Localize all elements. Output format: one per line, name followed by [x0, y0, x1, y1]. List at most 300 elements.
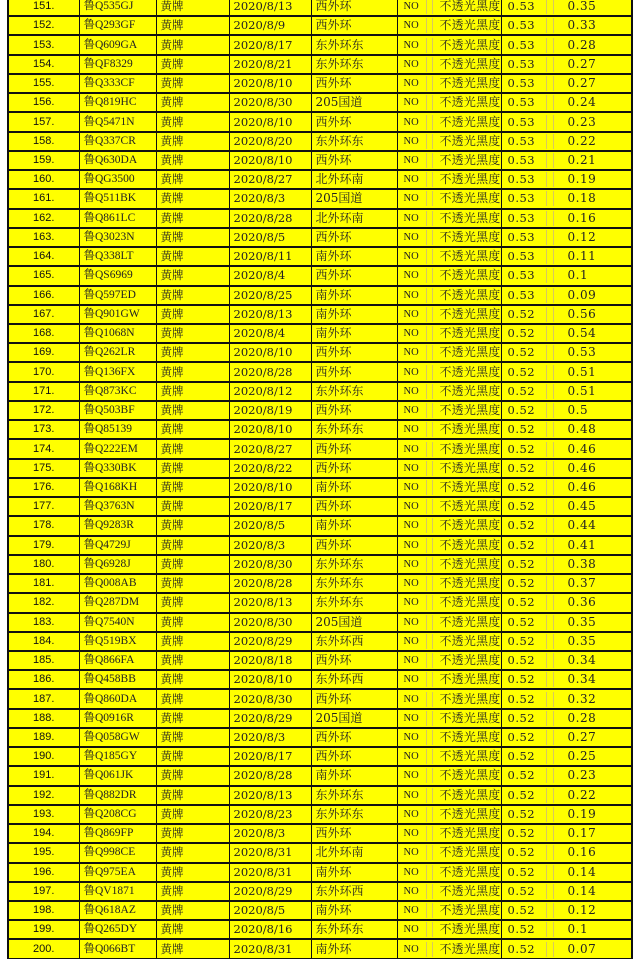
plate-type: 黄牌	[156, 266, 229, 285]
plate-number: 鲁Q630DA	[79, 151, 156, 170]
plate-type: 黄牌	[156, 920, 229, 939]
row-number: 169.	[9, 343, 79, 362]
test-location: 南外环	[311, 766, 397, 785]
test-date: 2020/8/22	[229, 459, 311, 478]
cell-separator	[426, 884, 434, 899]
table-row	[9, 728, 631, 747]
cell-separator	[546, 557, 554, 572]
plate-number: 鲁Q6928J	[79, 555, 156, 574]
cell-separator	[426, 172, 434, 187]
test-item: 不透光黑度	[439, 864, 501, 879]
test-date: 2020/8/31	[229, 863, 311, 882]
test-item: 不透光黑度	[439, 37, 501, 52]
cell-separator	[426, 230, 434, 245]
row-number: 151.	[9, 0, 79, 16]
cell-separator	[426, 903, 434, 918]
cell-separator	[546, 249, 554, 264]
values-cell	[501, 247, 631, 266]
measured-value: 0.34	[567, 653, 597, 668]
plate-type: 黄牌	[156, 939, 229, 958]
cell-separator	[426, 865, 434, 880]
measured-value: 0.25	[567, 749, 597, 764]
measured-value: 0.16	[567, 845, 597, 860]
test-item: 不透光黑度	[439, 152, 501, 167]
result-method-cell	[397, 362, 501, 381]
table-row	[9, 709, 631, 728]
values-cell	[501, 728, 631, 747]
values-cell	[501, 420, 631, 439]
limit-value: 0.52	[507, 383, 536, 398]
row-number: 193.	[9, 805, 79, 824]
limit-value: 0.52	[507, 710, 536, 725]
test-date: 2020/8/3	[229, 189, 311, 208]
limit-value: 0.53	[507, 133, 536, 148]
plate-type: 黄牌	[156, 786, 229, 805]
cell-separator	[546, 76, 554, 91]
measured-value: 0.32	[567, 691, 597, 706]
table-row	[9, 459, 631, 478]
cell-separator	[546, 749, 554, 764]
row-number: 184.	[9, 632, 79, 651]
result-flag: NO	[403, 270, 419, 282]
values-cell	[501, 459, 631, 478]
limit-value: 0.52	[507, 306, 536, 321]
test-item: 不透光黑度	[439, 95, 501, 110]
table-row	[9, 170, 631, 189]
measured-value: 0.54	[567, 326, 597, 341]
limit-value: 0.52	[507, 595, 536, 610]
test-item: 不透光黑度	[439, 76, 501, 91]
result-flag: NO	[403, 135, 419, 147]
test-date: 2020/8/13	[229, 593, 311, 612]
row-number: 183.	[9, 613, 79, 632]
test-location: 北外环南	[311, 843, 397, 862]
cell-separator	[546, 730, 554, 745]
test-location: 西外环	[311, 728, 397, 747]
cell-separator	[546, 711, 554, 726]
limit-value: 0.52	[507, 749, 536, 764]
result-flag: NO	[403, 174, 419, 186]
test-item: 不透光黑度	[439, 383, 501, 398]
plate-type: 黄牌	[156, 459, 229, 478]
result-method-cell	[397, 35, 501, 54]
row-number: 168.	[9, 324, 79, 343]
table-row	[9, 0, 631, 16]
cell-separator	[426, 365, 434, 380]
cell-separator	[426, 191, 434, 206]
test-item: 不透光黑度	[439, 403, 501, 418]
result-method-cell	[397, 439, 501, 458]
limit-value: 0.52	[507, 922, 536, 937]
table-row	[9, 151, 631, 170]
row-number: 179.	[9, 536, 79, 555]
test-item: 不透光黑度	[439, 672, 501, 687]
result-method-cell	[397, 478, 501, 497]
plate-type: 黄牌	[156, 16, 229, 35]
result-method-cell	[397, 843, 501, 862]
cell-separator	[546, 134, 554, 149]
plate-type: 黄牌	[156, 709, 229, 728]
row-number: 157.	[9, 112, 79, 131]
cell-separator	[546, 38, 554, 53]
test-location: 西外环	[311, 0, 397, 16]
plate-type: 黄牌	[156, 55, 229, 74]
result-method-cell	[397, 459, 501, 478]
values-cell	[501, 401, 631, 420]
plate-number: 鲁Q338LT	[79, 247, 156, 266]
measured-value: 0.21	[567, 152, 597, 167]
plate-number: 鲁Q0916R	[79, 709, 156, 728]
cell-separator	[546, 653, 554, 668]
values-cell	[501, 651, 631, 670]
row-number: 182.	[9, 593, 79, 612]
limit-value: 0.52	[507, 768, 536, 783]
plate-type: 黄牌	[156, 805, 229, 824]
values-cell	[501, 766, 631, 785]
measured-value: 0.12	[567, 229, 597, 244]
test-location: 西外环	[311, 747, 397, 766]
measured-value: 0.35	[567, 614, 597, 629]
result-flag: NO	[403, 635, 419, 647]
plate-number: 鲁Q262LR	[79, 343, 156, 362]
result-method-cell	[397, 247, 501, 266]
plate-type: 黄牌	[156, 151, 229, 170]
measured-value: 0.12	[567, 903, 597, 918]
result-method-cell	[397, 824, 501, 843]
plate-type: 黄牌	[156, 228, 229, 247]
values-cell	[501, 170, 631, 189]
cell-separator	[426, 499, 434, 514]
measured-value: 0.1	[567, 268, 589, 283]
test-location: 南外环	[311, 247, 397, 266]
table-row	[9, 689, 631, 708]
plate-type: 黄牌	[156, 132, 229, 151]
cell-separator	[546, 0, 554, 14]
values-cell	[501, 593, 631, 612]
row-number: 177.	[9, 497, 79, 516]
plate-number: 鲁Q458BB	[79, 670, 156, 689]
limit-value: 0.53	[507, 287, 536, 302]
values-cell	[501, 209, 631, 228]
cell-separator	[546, 768, 554, 783]
result-method-cell	[397, 112, 501, 131]
row-number: 167.	[9, 305, 79, 324]
values-cell	[501, 574, 631, 593]
table-row	[9, 786, 631, 805]
cell-separator	[546, 499, 554, 514]
test-date: 2020/8/17	[229, 747, 311, 766]
limit-value: 0.52	[507, 691, 536, 706]
cell-separator	[546, 480, 554, 495]
result-method-cell	[397, 189, 501, 208]
limit-value: 0.52	[507, 903, 536, 918]
result-method-cell	[397, 228, 501, 247]
measured-value: 0.36	[567, 595, 597, 610]
plate-number: 鲁QF8329	[79, 55, 156, 74]
table-row	[9, 247, 631, 266]
test-location: 西外环	[311, 151, 397, 170]
limit-value: 0.53	[507, 152, 536, 167]
plate-number: 鲁Q168KH	[79, 478, 156, 497]
table-row	[9, 497, 631, 516]
row-number: 160.	[9, 170, 79, 189]
row-number: 158.	[9, 132, 79, 151]
values-cell	[501, 93, 631, 112]
plate-number: 鲁Q5471N	[79, 112, 156, 131]
result-method-cell	[397, 266, 501, 285]
plate-type: 黄牌	[156, 247, 229, 266]
test-item: 不透光黑度	[439, 653, 501, 668]
result-method-cell	[397, 555, 501, 574]
result-flag: NO	[403, 328, 419, 340]
plate-number: 鲁Q609GA	[79, 35, 156, 54]
table-row	[9, 401, 631, 420]
result-flag: NO	[403, 347, 419, 359]
cell-separator	[546, 95, 554, 110]
limit-value: 0.52	[507, 787, 536, 802]
cell-separator	[426, 268, 434, 283]
cell-separator	[546, 153, 554, 168]
test-location: 西外环	[311, 266, 397, 285]
test-item: 不透光黑度	[439, 499, 501, 514]
values-cell	[501, 132, 631, 151]
plate-number: 鲁Q222EM	[79, 439, 156, 458]
result-method-cell	[397, 689, 501, 708]
test-date: 2020/8/5	[229, 516, 311, 535]
test-item: 不透光黑度	[439, 460, 501, 475]
test-location: 东外环东	[311, 805, 397, 824]
plate-type: 黄牌	[156, 382, 229, 401]
result-flag: NO	[403, 847, 419, 859]
plate-number: 鲁Q061JK	[79, 766, 156, 785]
measured-value: 0.14	[567, 864, 597, 879]
limit-value: 0.52	[507, 672, 536, 687]
test-location: 西外环	[311, 343, 397, 362]
limit-value: 0.53	[507, 268, 536, 283]
result-flag: NO	[403, 385, 419, 397]
test-date: 2020/8/30	[229, 689, 311, 708]
test-item: 不透光黑度	[439, 172, 501, 187]
test-item: 不透光黑度	[439, 537, 501, 552]
result-flag: NO	[403, 424, 419, 436]
cell-separator	[546, 884, 554, 899]
plate-type: 黄牌	[156, 863, 229, 882]
test-item: 不透光黑度	[439, 306, 501, 321]
cell-separator	[426, 538, 434, 553]
test-location: 205国道	[311, 189, 397, 208]
test-location: 南外环	[311, 478, 397, 497]
cell-separator	[546, 18, 554, 33]
cell-separator	[426, 461, 434, 476]
cell-separator	[426, 134, 434, 149]
table-row	[9, 939, 631, 958]
test-date: 2020/8/30	[229, 555, 311, 574]
test-date: 2020/8/10	[229, 478, 311, 497]
values-cell	[501, 74, 631, 93]
test-date: 2020/8/3	[229, 536, 311, 555]
plate-number: 鲁QV1871	[79, 882, 156, 901]
table-row	[9, 901, 631, 920]
values-cell	[501, 55, 631, 74]
measured-value: 0.07	[567, 941, 597, 956]
limit-value: 0.52	[507, 499, 536, 514]
test-date: 2020/8/25	[229, 286, 311, 305]
plate-number: 鲁Q265DY	[79, 920, 156, 939]
measured-value: 0.27	[567, 730, 597, 745]
table-body	[9, 0, 631, 959]
result-method-cell	[397, 882, 501, 901]
limit-value: 0.52	[507, 556, 536, 571]
table-row	[9, 112, 631, 131]
table-row	[9, 920, 631, 939]
cell-separator	[426, 768, 434, 783]
values-cell	[501, 0, 631, 16]
result-flag: NO	[403, 885, 419, 897]
measured-value: 0.17	[567, 826, 597, 841]
table-row	[9, 93, 631, 112]
test-location: 西外环	[311, 439, 397, 458]
cell-separator	[426, 307, 434, 322]
plate-number: 鲁Q9283R	[79, 516, 156, 535]
plate-type: 黄牌	[156, 93, 229, 112]
result-flag: NO	[403, 943, 419, 955]
table-row	[9, 843, 631, 862]
result-flag: NO	[403, 866, 419, 878]
measured-value: 0.22	[567, 133, 597, 148]
plate-number: 鲁Q861LC	[79, 209, 156, 228]
test-location: 南外环	[311, 863, 397, 882]
row-number: 173.	[9, 420, 79, 439]
result-method-cell	[397, 401, 501, 420]
test-location: 南外环	[311, 901, 397, 920]
test-location: 西外环	[311, 651, 397, 670]
plate-number: 鲁Q185GY	[79, 747, 156, 766]
test-date: 2020/8/29	[229, 632, 311, 651]
result-flag: NO	[403, 539, 419, 551]
cell-separator	[546, 942, 554, 957]
table-row	[9, 189, 631, 208]
test-location: 东外环东	[311, 574, 397, 593]
result-flag: NO	[403, 231, 419, 243]
table-row	[9, 651, 631, 670]
test-location: 南外环	[311, 286, 397, 305]
plate-type: 黄牌	[156, 882, 229, 901]
plate-type: 黄牌	[156, 420, 229, 439]
plate-number: 鲁Q519BX	[79, 632, 156, 651]
test-location: 东外环东	[311, 786, 397, 805]
cell-separator	[426, 422, 434, 437]
plate-type: 黄牌	[156, 747, 229, 766]
result-method-cell	[397, 728, 501, 747]
result-method-cell	[397, 939, 501, 958]
test-item: 不透光黑度	[439, 595, 501, 610]
result-method-cell	[397, 766, 501, 785]
row-number: 198.	[9, 901, 79, 920]
values-cell	[501, 670, 631, 689]
plate-number: 鲁Q869FP	[79, 824, 156, 843]
plate-number: 鲁Q333CF	[79, 74, 156, 93]
values-cell	[501, 189, 631, 208]
limit-value: 0.53	[507, 191, 536, 206]
plate-number: 鲁Q7540N	[79, 613, 156, 632]
cell-separator	[426, 653, 434, 668]
measured-value: 0.28	[567, 710, 597, 725]
test-date: 2020/8/3	[229, 824, 311, 843]
result-method-cell	[397, 670, 501, 689]
values-cell	[501, 324, 631, 343]
cell-separator	[546, 326, 554, 341]
table-row	[9, 35, 631, 54]
values-cell	[501, 747, 631, 766]
cell-separator	[426, 615, 434, 630]
cell-separator	[546, 595, 554, 610]
table-row	[9, 420, 631, 439]
test-item: 不透光黑度	[439, 210, 501, 225]
table-row	[9, 266, 631, 285]
table-row	[9, 382, 631, 401]
table-row	[9, 863, 631, 882]
cell-separator	[426, 749, 434, 764]
plate-number: 鲁QG3500	[79, 170, 156, 189]
limit-value: 0.52	[507, 403, 536, 418]
plate-number: 鲁Q3763N	[79, 497, 156, 516]
plate-number: 鲁Q3023N	[79, 228, 156, 247]
measured-value: 0.11	[567, 249, 597, 264]
result-method-cell	[397, 55, 501, 74]
limit-value: 0.52	[507, 479, 536, 494]
cell-separator	[426, 442, 434, 457]
test-location: 南外环	[311, 939, 397, 958]
cell-separator	[546, 807, 554, 822]
cell-separator	[426, 403, 434, 418]
values-cell	[501, 151, 631, 170]
measured-value: 0.1	[567, 922, 589, 937]
limit-value: 0.52	[507, 614, 536, 629]
values-cell	[501, 882, 631, 901]
limit-value: 0.53	[507, 229, 536, 244]
result-flag: NO	[403, 905, 419, 917]
plate-type: 黄牌	[156, 901, 229, 920]
cell-separator	[546, 230, 554, 245]
table-row	[9, 613, 631, 632]
row-number: 161.	[9, 189, 79, 208]
measured-value: 0.22	[567, 787, 597, 802]
test-location: 西外环	[311, 689, 397, 708]
result-flag: NO	[403, 808, 419, 820]
cell-separator	[426, 672, 434, 687]
test-item: 不透光黑度	[439, 268, 501, 283]
values-cell	[501, 613, 631, 632]
result-flag: NO	[403, 597, 419, 609]
cell-separator	[546, 384, 554, 399]
values-cell	[501, 343, 631, 362]
result-flag: NO	[403, 732, 419, 744]
result-flag: NO	[403, 405, 419, 417]
plate-number: 鲁Q287DM	[79, 593, 156, 612]
cell-separator	[546, 461, 554, 476]
row-number: 194.	[9, 824, 79, 843]
test-item: 不透光黑度	[439, 229, 501, 244]
row-number: 180.	[9, 555, 79, 574]
limit-value: 0.52	[507, 364, 536, 379]
result-flag: NO	[403, 751, 419, 763]
limit-value: 0.52	[507, 864, 536, 879]
limit-value: 0.53	[507, 172, 536, 187]
table-row	[9, 882, 631, 901]
result-flag: NO	[403, 789, 419, 801]
test-location: 西外环	[311, 362, 397, 381]
row-number: 156.	[9, 93, 79, 112]
